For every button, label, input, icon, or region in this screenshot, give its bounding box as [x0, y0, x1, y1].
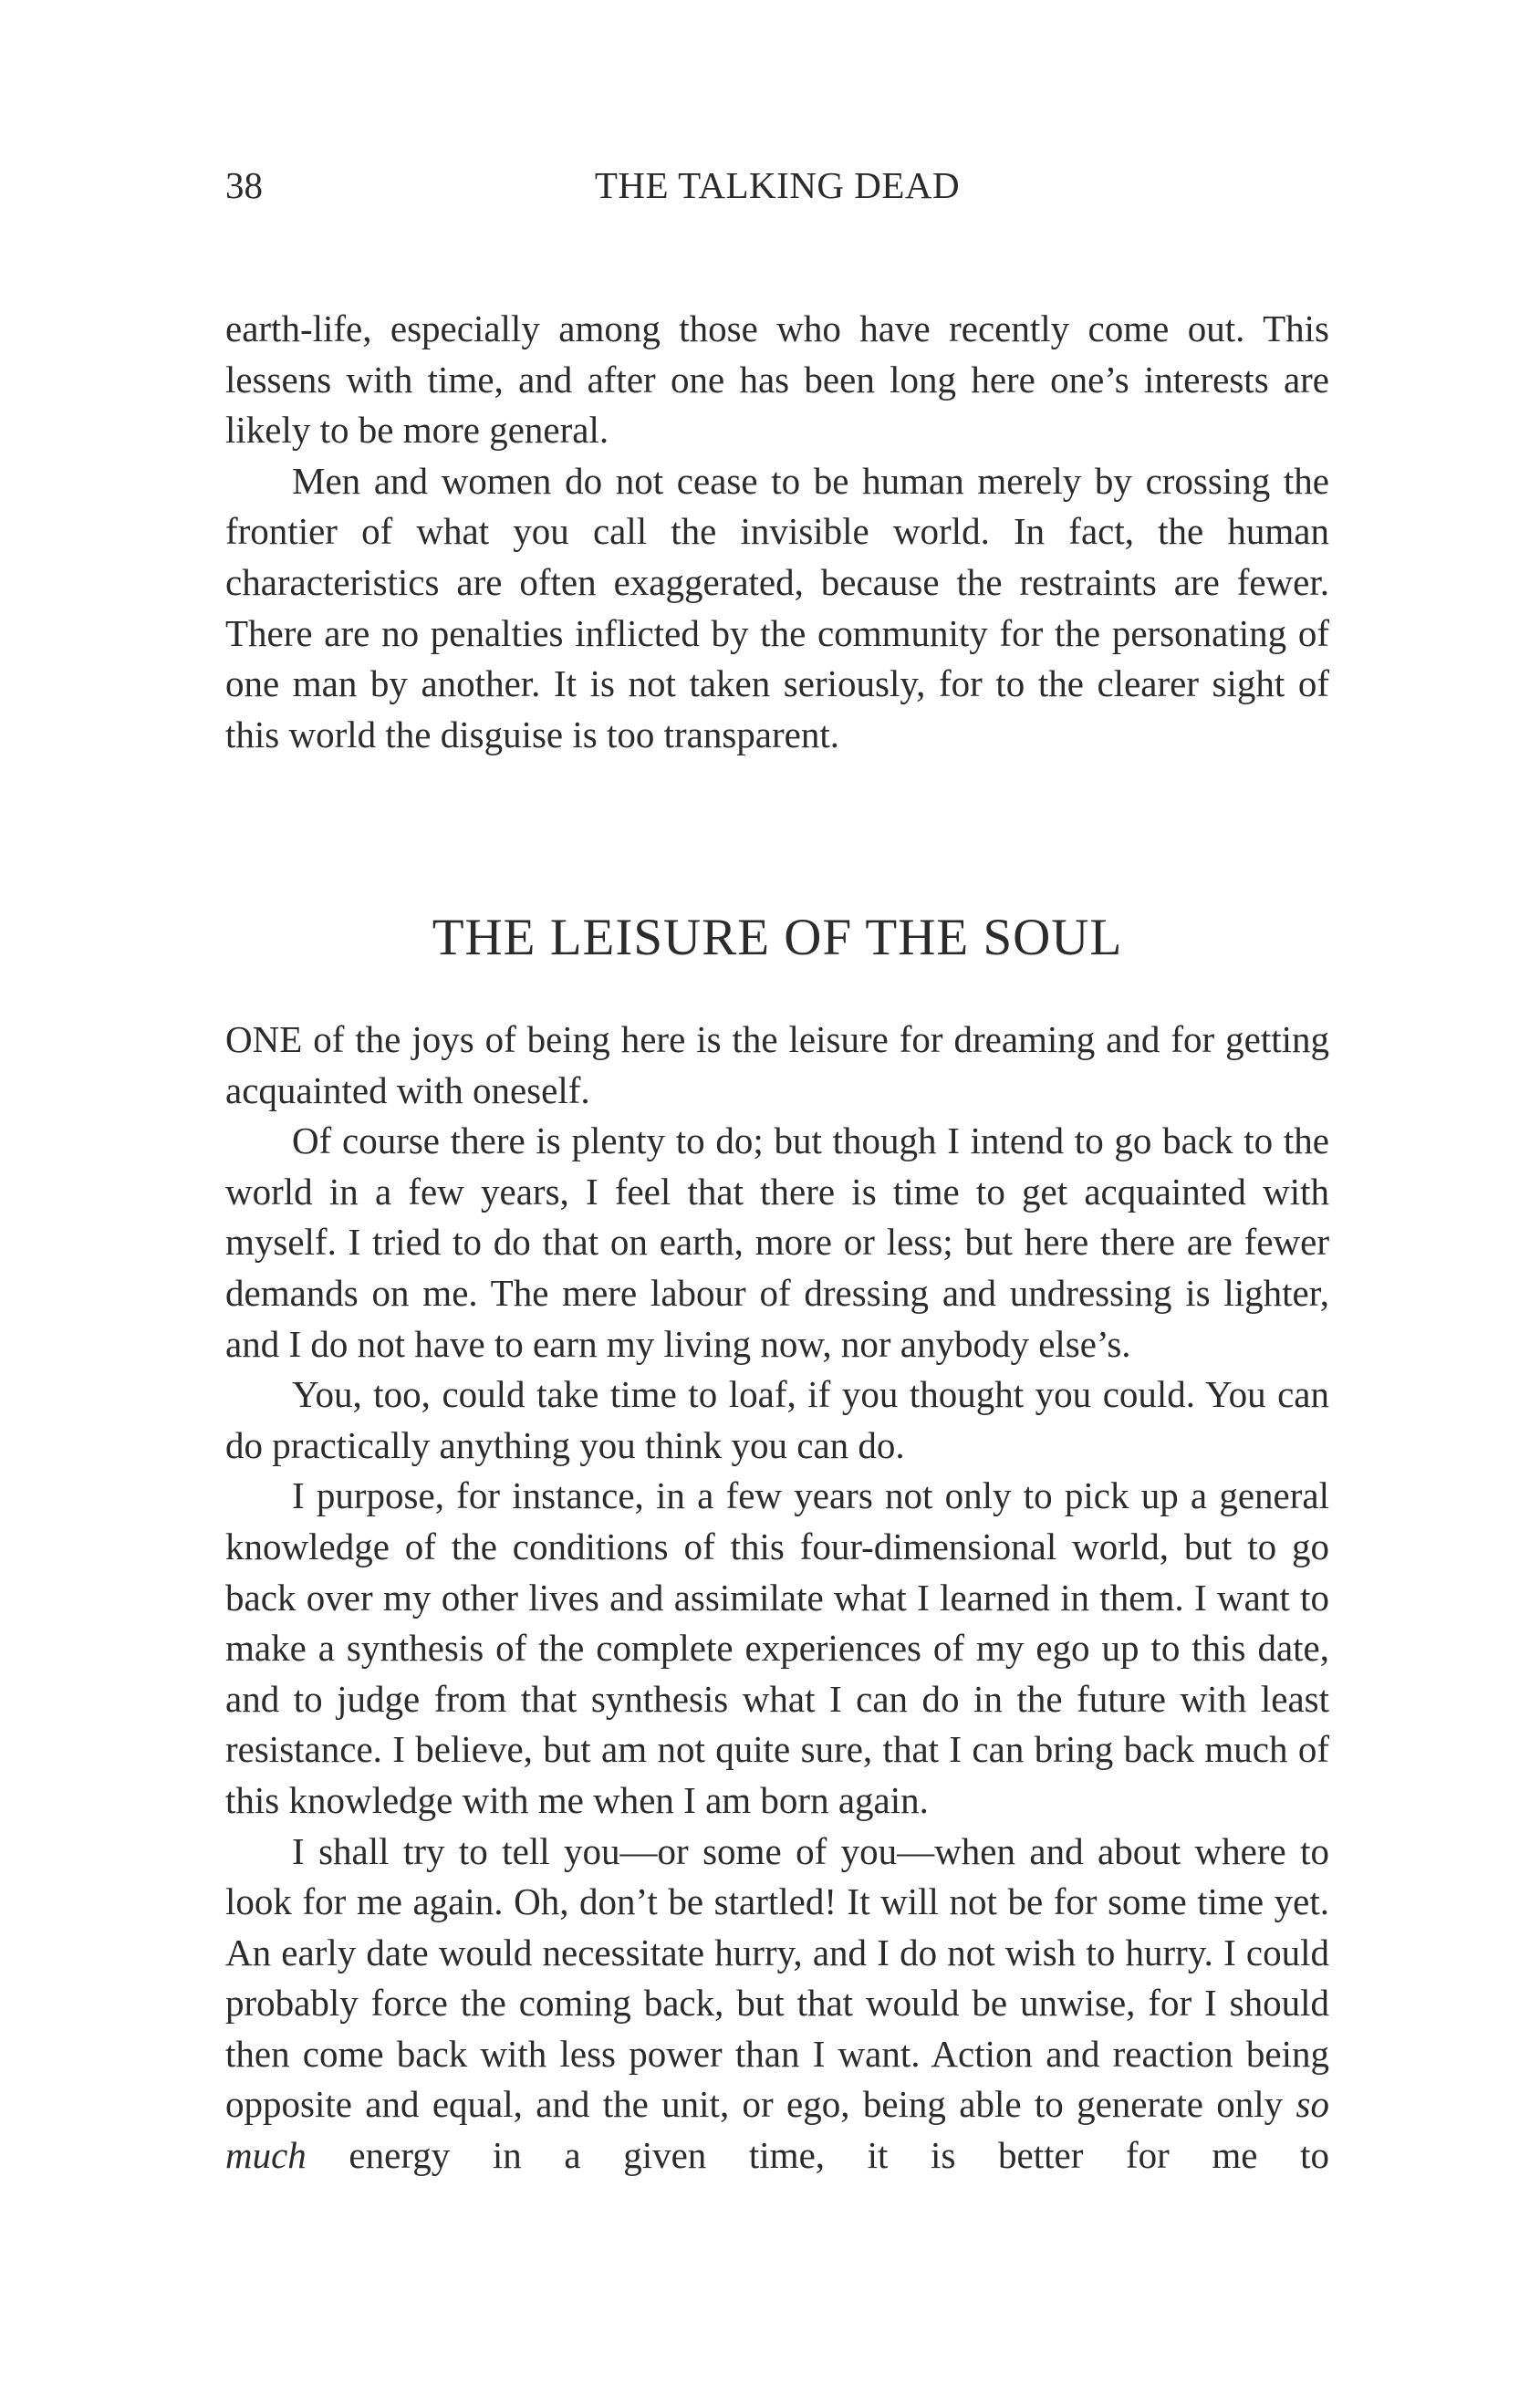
paragraph-opening: ONE of the joys of being here is the leisure for dreaming and for getting acquainted with oneself. [225, 1018, 1329, 1111]
section-heading: THE LEISURE OF THE SOUL [432, 909, 1123, 966]
text-block-section [225, 1015, 1329, 2182]
paragraph-continues [225, 1827, 1329, 2182]
paragraph-text: energy in a given time, it is better for me to [306, 2134, 1329, 2177]
italic-emphasis: so much [225, 2083, 1329, 2177]
paragraph: Men and women do not cease to be human merely by crossing the frontier of what you call the invisible world. In fact, the human characteristics are often exaggerated, because the restraints are fewer. There are no penalties inflicted by the community for the personating of one man by another. It is not taken seriously, for to the clearer sight of this world the disguise is too transparent. [225, 459, 1329, 755]
running-head: THE TALKING DEAD [594, 164, 961, 206]
text-block-continued [225, 304, 1329, 760]
paragraph-continued: earth-life, especially among those who have recently come out. This lessens with time, and after one has been long here one’s interests are likely to be more general. [225, 307, 1329, 452]
paragraph: I purpose, for instance, in a few years not only to pick up a general knowledge of the conditions of this four-dimensional world, but to go back over my other lives and assimilate what I learned in them. I want to make a synthesis of the complete experiences of my ego up to this date, and to judge from that synthesis what I can do in the future with least resistance. I believe, but am not quite sure, that I can bring back much of this knowledge with me when I am born again. [225, 1474, 1329, 1821]
page-number: 38 [225, 164, 263, 206]
paragraph: You, too, could take time to loaf, if you thought you could. You can do practically anything you think you can do. [225, 1373, 1329, 1466]
paragraph-text: I shall try to tell you—or some of you—when and about where to look for me again. Oh, don’t be startled! It will not be for some time yet. An early date would necessitate hurry, and I do not wish to hurry. I could probably force the coming back, but that would be unwise, for I should then come back with less power than I want. Action and reaction being opposite and equal, and the unit, or ego, being able to generate only [225, 1829, 1329, 2126]
paragraph: Of course there is plenty to do; but though I intend to go back to the world in a few years, I feel that there is time to get acquainted with myself. I tried to do that on earth, more or less; but here there are fewer demands on me. The mere labour of dressing and undressing is lighter, and I do not have to earn my living now, nor anybody else’s. [225, 1119, 1329, 1365]
